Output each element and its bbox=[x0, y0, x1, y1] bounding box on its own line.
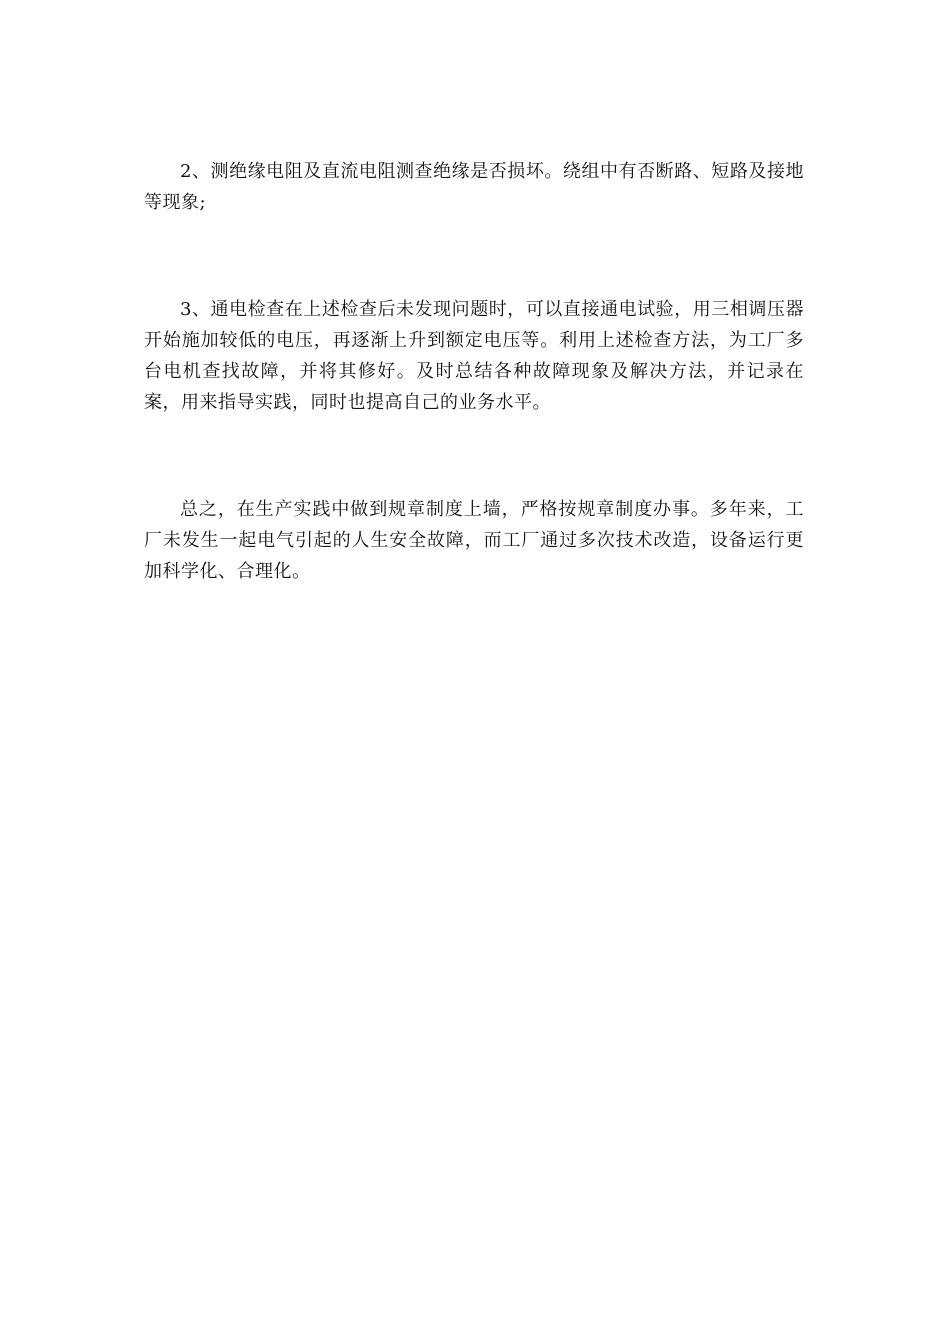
paragraph-power-on-check: 3、通电检查在上述检查后未发现问题时，可以直接通电试验，用三相调压器开始施加较低的电压，再逐渐上升到额定电压等。利用上述检查方法，为工厂多台电机查找故障，并将其修好。及时总结各种故障现象及解决方法，并记录在案，用来指导实践，同时也提高自己的业务水平。 bbox=[144, 299, 804, 413]
paragraph-insulation-check: 2、测绝缘电阻及直流电阻测查绝缘是否损坏。绕组中有否断路、短路及接地等现象; bbox=[144, 161, 804, 213]
document-body bbox=[144, 156, 804, 587]
paragraph-summary: 总之，在生产实践中做到规章制度上墙，严格按规章制度办事。多年来，工厂未发生一起电气引起的人生安全故障，而工厂通过多次技术改造，设备运行更加科学化、合理化。 bbox=[144, 499, 804, 582]
